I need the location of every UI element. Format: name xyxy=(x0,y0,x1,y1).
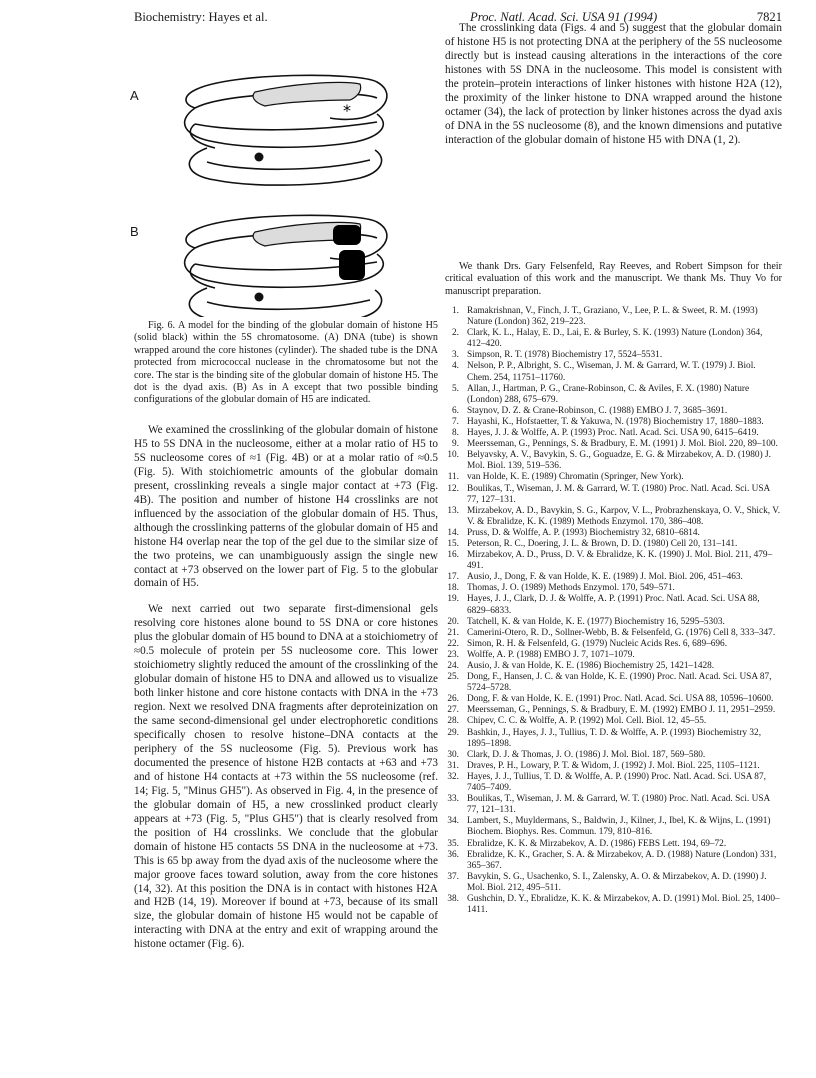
reference-text: Lambert, S., Muyldermans, S., Baldwin, J., Kilner, J., Ibel, K. & Wijns, L. (1991) Biochem. Biophys. Res. Commun. 179, 810–816. xyxy=(467,816,771,838)
reference-text: Bashkin, J., Hayes, J. J., Tullius, T. D. & Wolffe, A. P. (1993) Biochemistry 32, 1895–1898. xyxy=(467,727,762,749)
reference-item xyxy=(445,439,782,450)
reference-item xyxy=(445,428,782,439)
reference-text: Clark, K. L., Halay, E. D., Lai, E. & Burley, S. K. (1993) Nature (London) 364, 412–420. xyxy=(467,328,763,350)
reference-number: 9. xyxy=(452,439,459,450)
reference-item xyxy=(445,772,782,794)
reference-text: Mirzabekov, A. D., Pruss, D. V. & Ebralidze, K. K. (1990) J. Mol. Biol. 211, 479–491. xyxy=(467,550,773,572)
reference-number: 28. xyxy=(447,716,459,727)
reference-number: 4. xyxy=(452,361,459,372)
reference-number: 1. xyxy=(452,306,459,316)
reference-number: 32. xyxy=(447,771,459,782)
reference-item xyxy=(445,550,782,572)
reference-item xyxy=(445,628,782,639)
reference-item xyxy=(445,894,782,916)
panel-a-label: A xyxy=(130,88,139,103)
reference-number: 33. xyxy=(447,794,459,805)
reference-item xyxy=(445,716,782,727)
reference-text: Chipev, C. C. & Wolffe, A. P. (1992) Mol. Cell. Biol. 12, 45–55. xyxy=(467,716,707,727)
reference-item xyxy=(445,450,782,472)
reference-item xyxy=(445,506,782,528)
reference-item xyxy=(445,539,782,550)
reference-number: 18. xyxy=(447,583,459,594)
reference-number: 7. xyxy=(452,416,459,427)
reference-number: 14. xyxy=(447,527,459,538)
reference-item xyxy=(445,384,782,406)
reference-text: Allan, J., Hartman, P. G., Crane-Robinson, C. & Aviles, F. X. (1980) Nature (London) 288, 675–679. xyxy=(467,383,750,405)
reference-item xyxy=(445,839,782,850)
reference-item xyxy=(445,306,782,328)
reference-text: Ramakrishnan, V., Finch, J. T., Graziano, V., Lee, P. L. & Sweet, R. M. (1993) Nature (London) 362, 219–223. xyxy=(467,306,758,328)
panel-b-label: B xyxy=(130,224,139,239)
reference-number: 2. xyxy=(452,328,459,339)
reference-number: 13. xyxy=(447,505,459,516)
reference-number: 20. xyxy=(447,616,459,627)
right-column-body xyxy=(445,22,782,148)
reference-text: Ebralidze, K. K., Gracher, S. A. & Mirzabekov, A. D. (1988) Nature (London) 331, 365–367. xyxy=(467,849,777,871)
reference-text: Clark, D. J. & Thomas, J. O. (1986) J. Mol. Biol. 187, 569–580. xyxy=(467,749,706,760)
reference-number: 38. xyxy=(447,893,459,904)
dyad-axis-dot-icon xyxy=(255,153,264,162)
reference-number: 17. xyxy=(447,572,459,583)
reference-number: 35. xyxy=(447,838,459,849)
reference-text: Simon, R. H. & Felsenfeld, G. (1979) Nucleic Acids Res. 6, 689–696. xyxy=(467,638,728,649)
reference-item xyxy=(445,694,782,705)
reference-item xyxy=(445,872,782,894)
reference-item xyxy=(445,594,782,616)
reference-text: Boulikas, T., Wiseman, J. M. & Garrard, W. T. (1980) Proc. Natl. Acad. Sci. USA 77, 121–131. xyxy=(467,794,770,816)
reference-number: 36. xyxy=(447,849,459,860)
reference-number: 21. xyxy=(447,627,459,638)
reference-item xyxy=(445,705,782,716)
reference-text: Gushchin, D. Y., Ebralidze, K. K. & Mirzabekov, A. D. (1991) Mol. Biol. 25, 1400–1411. xyxy=(467,893,780,916)
reference-text: Belyavsky, A. V., Bavykin, S. G., Goguadze, E. G. & Mirzabekov, A. D. (1980) J. Mol. Biol. 139, 519–536. xyxy=(467,450,771,472)
reference-number: 8. xyxy=(452,428,459,439)
reference-item xyxy=(445,417,782,428)
reference-text: Tatchell, K. & van Holde, K. E. (1977) Biochemistry 16, 5295–5303. xyxy=(467,616,725,627)
reference-item xyxy=(445,794,782,816)
reference-item xyxy=(445,617,782,628)
panel-a-diagram xyxy=(185,75,387,185)
reference-number: 22. xyxy=(447,638,459,649)
reference-text: Simpson, R. T. (1978) Biochemistry 17, 5524–5531. xyxy=(467,350,663,361)
reference-number: 23. xyxy=(447,649,459,660)
running-header-left: Biochemistry: Hayes et al. xyxy=(134,10,268,24)
panel-b-diagram xyxy=(185,215,387,317)
reference-text: Camerini-Otero, R. D., Sollner-Webb, B. & Felsenfeld, G. (1976) Cell 8, 333–347. xyxy=(467,627,776,638)
acknowledgment: We thank Drs. Gary Felsenfeld, Ray Reeves, and Robert Simpson for their critical evaluation of this work and the manuscript. We thank Ms. Thuy Vo for manuscript preparation. xyxy=(445,261,782,297)
star-binding-site-icon: * xyxy=(343,101,351,120)
reference-number: 3. xyxy=(452,350,459,361)
reference-item xyxy=(445,750,782,761)
reference-text: Pruss, D. & Wolffe, A. P. (1993) Biochemistry 32, 6810–6814. xyxy=(467,527,700,538)
reference-text: Meersseman, G., Pennings, S. & Bradbury, E. M. (1991) J. Mol. Biol. 220, 89–100. xyxy=(467,439,778,450)
reference-text: Ausio, J., Dong, F. & van Holde, K. E. (1989) J. Mol. Biol. 206, 451–463. xyxy=(467,572,743,583)
paragraph: We next carried out two separate first-dimensional gels resolving core histones alone bound to 5S DNA or core histones plus the globular domain of H5 bound to DNA at a stoichiometry of ≈0.5 molecule of protein per 5S nucleosome core. This lower stoichiometry slightly reduced the amount of the crosslinking of the globular domain of histone H5 to DNA and allowed us to visualize both linker histone and core histone contacts with DNA in the +73 region. Next we resolved DNA fragments after deproteinization on the same second-dimensional gel under electrophoretic conditions specifically chosen to resolve histone–DNA contacts at the periphery of the 5S nucleosome (Fig. 5). Previous work has documented the presence of histone H2B contacts at +63 and +73 and of histone H4 contacts at +73 within the 5S nucleosome (ref. 14; Fig. 5, "Minus GH5"). As observed in Fig. 4, in the presence of the globular domain of H5, a new crosslinked product clearly appears at +73 (Fig. 5, "Plus GH5") that is clearly resolved from the position of H4 crosslinks. We conclude that the globular domain of histone H5 contacts 5S DNA in the nucleosome at +73. This is 65 bp away from the dyad axis of the nucleosome where the major groove faces toward solution, away from the core histones (14, 32). At this position the DNA is in contact with histones H2A and H2B (14, 19). Moreover if bound at +73, because of its small size, the globular domain of histone H5 would not be capable of interacting with DNA at the entry and exit of wrapping around the histone octamer (Fig. 6). xyxy=(134,603,438,951)
reference-number: 16. xyxy=(447,550,459,561)
reference-number: 34. xyxy=(447,816,459,827)
reference-text: Staynov, D. Z. & Crane-Robinson, C. (1988) EMBO J. 7, 3685–3691. xyxy=(467,405,728,416)
reference-text: Hayes, J. J., Tullius, T. D. & Wolffe, A. P. (1990) Proc. Natl. Acad. Sci. USA 87, 7405–7409. xyxy=(467,771,766,794)
reference-text: Ebralidze, K. K. & Mirzabekov, A. D. (1986) FEBS Lett. 194, 69–72. xyxy=(467,838,727,849)
reference-item xyxy=(445,639,782,650)
page-number: 7821 xyxy=(756,10,782,24)
reference-text: Mirzabekov, A. D., Bavykin, S. G., Karpov, V. L., Probrazhenskaya, O. V., Shick, V. V. & Ebralidze, K. K. (1989) Methods Enzymol. 170, 386–408. xyxy=(467,505,781,527)
reference-item xyxy=(445,728,782,750)
reference-number: 25. xyxy=(447,672,459,683)
reference-item xyxy=(445,406,782,417)
figure-caption: Fig. 6. A model for the binding of the globular domain of histone H5 (solid black) within the 5S chromatosome. (A) DNA (tube) is shown wrapped around the core histones (cylinder). The shaded tube is the DNA protected from micrococcal nuclease in the chromatosome but not the core. The star is the binding site of the globular domain of histone H5. The dot is the dyad axis. (B) As in A except that two possible binding configurations of the globular domain of H5 are indicated. xyxy=(134,320,438,406)
reference-number: 12. xyxy=(447,483,459,494)
reference-text: van Holde, K. E. (1989) Chromatin (Springer, New York). xyxy=(467,472,684,483)
reference-number: 5. xyxy=(452,383,459,394)
reference-text: Meersseman, G., Pennings, S. & Bradbury, E. M. (1992) EMBO J. 11, 2951–2959. xyxy=(467,705,776,716)
reference-text: Peterson, R. C., Doering, J. L. & Brown, D. D. (1980) Cell 20, 131–141. xyxy=(467,538,738,549)
reference-text: Dong, F., Hansen, J. C. & van Holde, K. E. (1990) Proc. Natl. Acad. Sci. USA 87, 5724–5728. xyxy=(467,672,772,694)
reference-text: Dong, F. & van Holde, K. E. (1991) Proc. Natl. Acad. Sci. USA 88, 10596–10600. xyxy=(467,694,774,705)
reference-item xyxy=(445,672,782,694)
reference-item xyxy=(445,484,782,506)
reference-number: 30. xyxy=(447,749,459,760)
dyad-axis-dot-icon xyxy=(255,293,264,302)
reference-number: 37. xyxy=(447,871,459,882)
reference-text: Hayashi, K., Hofstaetter, T. & Yakuwa, N. (1978) Biochemistry 17, 1880–1883. xyxy=(467,416,764,427)
reference-number: 10. xyxy=(447,450,459,461)
reference-list xyxy=(445,306,782,916)
reference-number: 31. xyxy=(447,760,459,771)
paragraph: The crosslinking data (Figs. 4 and 5) suggest that the globular domain of histone H5 is not protecting DNA at the periphery of the 5S nucleosome directly but is instead causing alterations in the interactions of the core histones with 5S DNA in the nucleosome. This model is consistent with the protein–protein interactions of linker histones with histone H2A (12), the proximity of the linker histone to DNA wrapped around the histone octamer (34), the lack of protection by linker histones across the dyad axis of DNA in the 5S nucleosome (8), and the known dimensions and putative interaction of the globular domain of histone H5 with DNA (1, 2). xyxy=(445,22,782,146)
paragraph: We examined the crosslinking of the globular domain of histone H5 to 5S DNA in the nucleosome, either at a molar ratio of H5 to 5S nucleosome cores of ≈1 (Fig. 4B) or at a molar ratio of ≈0.5 (Fig. 5). With stoichiometric amounts of the globular domain present, crosslinking reveals a single major contact at +73 (Fig. 4B). The position and number of histone H4 crosslinks are not influenced by the association of the globular domain of H5. Thus, although the crosslinking patterns of the globular domain of H5 and histone H4 overlap near the top of the gel due to the similar size of the two proteins, we can unambiguously assign the single new contact at +73 observed on the lower part of Fig. 5 to the globular domain of H5. xyxy=(134,424,438,590)
reference-number: 19. xyxy=(447,594,459,605)
reference-item xyxy=(445,816,782,838)
reference-text: Wolffe, A. P. (1988) EMBO J. 7, 1071–1079. xyxy=(467,649,635,660)
reference-item xyxy=(445,650,782,661)
reference-item xyxy=(445,850,782,872)
reference-number: 29. xyxy=(447,727,459,738)
reference-text: Boulikas, T., Wiseman, J. M. & Garrard, W. T. (1980) Proc. Natl. Acad. Sci. USA 77, 127–131. xyxy=(467,483,770,505)
reference-text: Hayes, J. J. & Wolffe, A. P. (1993) Proc. Natl. Acad. Sci. USA 90, 6415–6419. xyxy=(467,428,759,439)
reference-item xyxy=(445,328,782,350)
left-column-body xyxy=(134,424,438,952)
nucleosome-diagrams xyxy=(155,62,415,317)
reference-text: Hayes, J. J., Clark, D. J. & Wolffe, A. P. (1991) Proc. Natl. Acad. Sci. USA 88, 6829–6833. xyxy=(467,594,760,616)
reference-item xyxy=(445,761,782,772)
reference-number: 6. xyxy=(452,405,459,416)
reference-item xyxy=(445,572,782,583)
reference-item xyxy=(445,583,782,594)
reference-number: 15. xyxy=(447,538,459,549)
reference-item xyxy=(445,661,782,672)
reference-item xyxy=(445,361,782,383)
reference-number: 11. xyxy=(447,472,459,483)
globular-domain-h5-site-1 xyxy=(333,225,361,245)
reference-item xyxy=(445,472,782,483)
reference-text: Thomas, J. O. (1989) Methods Enzymol. 170, 549–571. xyxy=(467,583,675,594)
reference-text: Nelson, P. P., Albright, S. C., Wiseman, J. M. & Garrard, W. T. (1979) J. Biol. Chem. 254, 11751–11760. xyxy=(467,361,756,383)
reference-text: Draves, P. H., Lowary, P. T. & Widom, J. (1992) J. Mol. Biol. 225, 1105–1121. xyxy=(467,760,760,771)
reference-item xyxy=(445,528,782,539)
reference-text: Ausio, J. & van Holde, K. E. (1986) Biochemistry 25, 1421–1428. xyxy=(467,661,715,671)
reference-number: 26. xyxy=(447,694,459,705)
reference-number: 24. xyxy=(447,661,459,671)
journal-citation: Proc. Natl. Acad. Sci. USA 91 (1994) xyxy=(470,10,658,24)
globular-domain-h5-site-2 xyxy=(339,250,365,280)
reference-text: Bavykin, S. G., Usachenko, S. I., Zalensky, A. O. & Mirzabekov, A. D. (1990) J. Mol. Biol. 212, 495–511. xyxy=(467,871,767,893)
figure-6 xyxy=(130,62,415,317)
reference-item xyxy=(445,350,782,361)
reference-number: 27. xyxy=(447,705,459,716)
